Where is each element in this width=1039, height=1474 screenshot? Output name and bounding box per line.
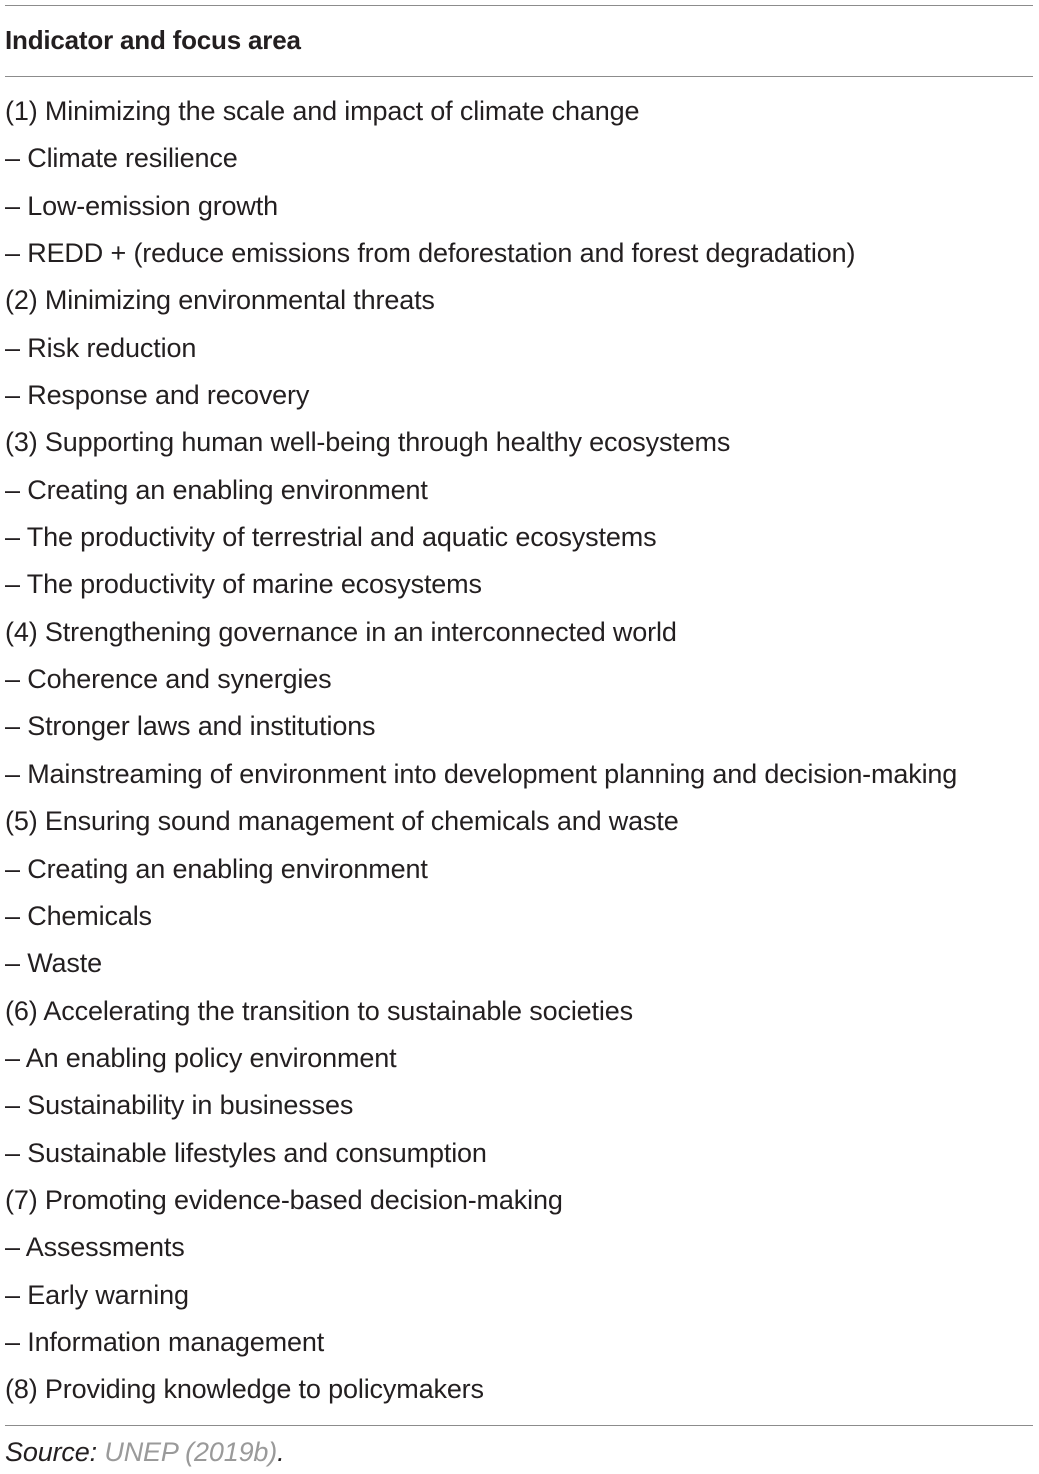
table-row: (8) Providing knowledge to policymakers (5, 1374, 484, 1405)
table-row: – Creating an enabling environment (5, 853, 428, 884)
table-row: (5) Ensuring sound management of chemicals and waste (5, 806, 679, 837)
table-row: – Chemicals (5, 900, 152, 931)
table-row: – REDD + (reduce emissions from deforestation and forest degradation) (5, 238, 856, 269)
table-header: Indicator and focus area (5, 25, 301, 55)
table-row: – Sustainable lifestyles and consumption (5, 1137, 487, 1168)
table-row: – Assessments (5, 1232, 185, 1263)
table-row: – Waste (5, 948, 102, 979)
header-rule (5, 76, 1033, 77)
table-row: – Coherence and synergies (5, 664, 332, 695)
table-row: (1) Minimizing the scale and impact of climate change (5, 96, 640, 126)
table-row: (3) Supporting human well-being through healthy ecosystems (5, 427, 731, 458)
table-row: – Mainstreaming of environment into development planning and decision-making (5, 758, 958, 789)
table-row: – Stronger laws and institutions (5, 711, 376, 742)
table-row: – Information management (5, 1326, 325, 1357)
source-note (5, 1434, 285, 1470)
table-row: – Risk reduction (5, 332, 197, 363)
table-row: (7) Promoting evidence-based decision-making (5, 1184, 563, 1215)
table-row: (6) Accelerating the transition to sustainable societies (5, 995, 633, 1026)
table-row: – Sustainability in businesses (5, 1090, 354, 1121)
table-row: – Early warning (5, 1279, 189, 1310)
table-row: – Response and recovery (5, 380, 310, 411)
table-top-rule (5, 5, 1033, 6)
table-row: (4) Strengthening governance in an interconnected world (5, 616, 677, 647)
source-link[interactable]: UNEP (2019b) (104, 1437, 278, 1467)
table-bottom-rule (5, 1425, 1033, 1426)
source-label: Source: (5, 1437, 97, 1467)
table-row: – The productivity of marine ecosystems (5, 569, 482, 600)
table-row: – Climate resilience (5, 143, 238, 174)
table-row: – The productivity of terrestrial and aquatic ecosystems (5, 522, 657, 553)
source-period: . (277, 1437, 285, 1467)
table-row: – An enabling policy environment (5, 1042, 397, 1073)
table-row: – Low-emission growth (5, 190, 278, 221)
table-row: – Creating an enabling environment (5, 474, 428, 505)
indicator-list (5, 92, 957, 1418)
table-row: (2) Minimizing environmental threats (5, 285, 435, 316)
